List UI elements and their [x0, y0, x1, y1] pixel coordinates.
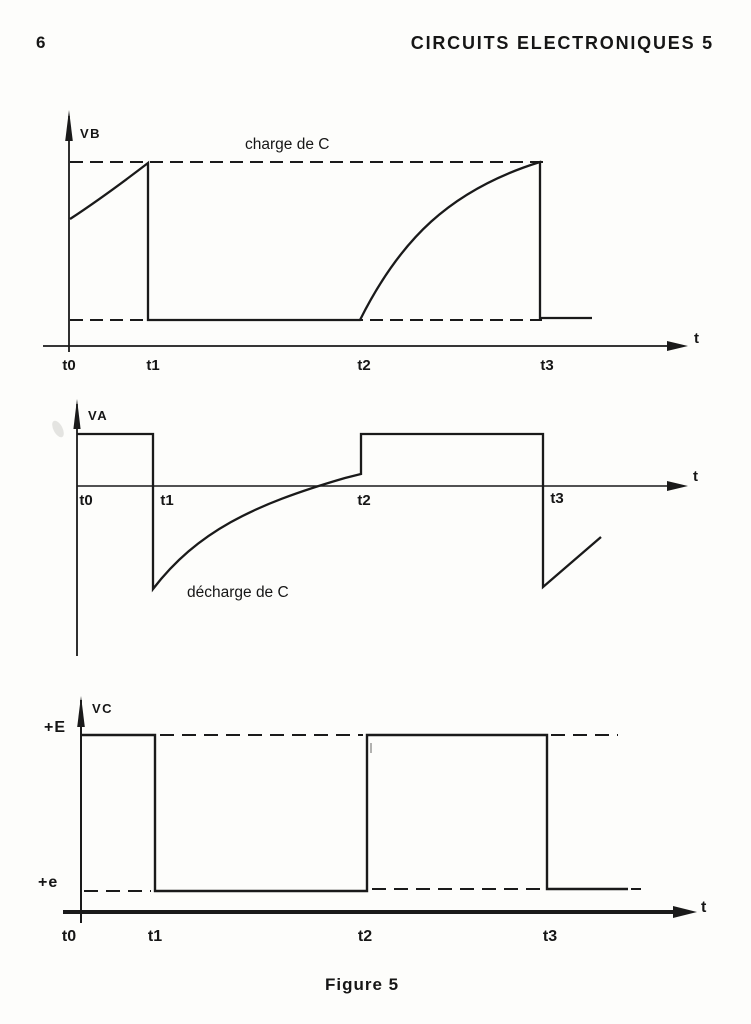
vc-axis-label: VC	[92, 701, 114, 716]
vc-t-axis-label: t	[701, 899, 707, 916]
figure-caption: Figure 5	[325, 975, 400, 994]
vc-tick-t3: t3	[542, 928, 558, 945]
header-title: CIRCUITS ELECTRONIQUES 5	[410, 32, 714, 54]
vc-level-plus-E: +E	[44, 719, 67, 736]
va-annotation-decharge: décharge de C	[187, 584, 289, 601]
vc-time-axis-arrow	[673, 906, 697, 918]
vc-tick-t0: t0	[61, 928, 77, 945]
vb-tick-t2: t2	[357, 357, 371, 374]
vc-panel-art	[63, 696, 697, 923]
vb-y-axis-arrow	[65, 110, 73, 141]
vb-annotation-charge: charge de C	[245, 136, 330, 153]
va-y-axis-arrow	[73, 399, 80, 429]
vb-waveform	[70, 162, 592, 320]
va-panel-art	[73, 399, 688, 656]
page-number: 6	[36, 33, 46, 52]
va-tick-t0: t0	[79, 492, 93, 509]
vc-tick-t2: t2	[357, 928, 373, 945]
scan-smudge-artifact	[50, 419, 66, 439]
vc-waveform	[81, 735, 628, 891]
vc-tick-t1: t1	[147, 928, 163, 945]
vb-tick-t1: t1	[146, 357, 160, 374]
vb-panel-art	[43, 110, 688, 352]
vc-y-axis-arrow	[77, 696, 85, 727]
vb-time-axis-arrow	[667, 341, 688, 351]
va-tick-t3: t3	[550, 490, 564, 507]
va-t-axis-label: t	[693, 468, 698, 485]
vb-t-axis-label: t	[694, 330, 699, 347]
vb-tick-t0: t0	[62, 357, 76, 374]
vb-axis-label: VB	[80, 126, 102, 141]
vb-tick-t3: t3	[540, 357, 554, 374]
vc-level-plus-e: +e	[38, 874, 59, 891]
va-time-axis-arrow	[667, 481, 688, 491]
va-tick-t2: t2	[357, 492, 371, 509]
va-axis-label: VA	[88, 408, 109, 423]
va-tick-t1: t1	[160, 492, 174, 509]
va-waveform	[77, 434, 601, 589]
